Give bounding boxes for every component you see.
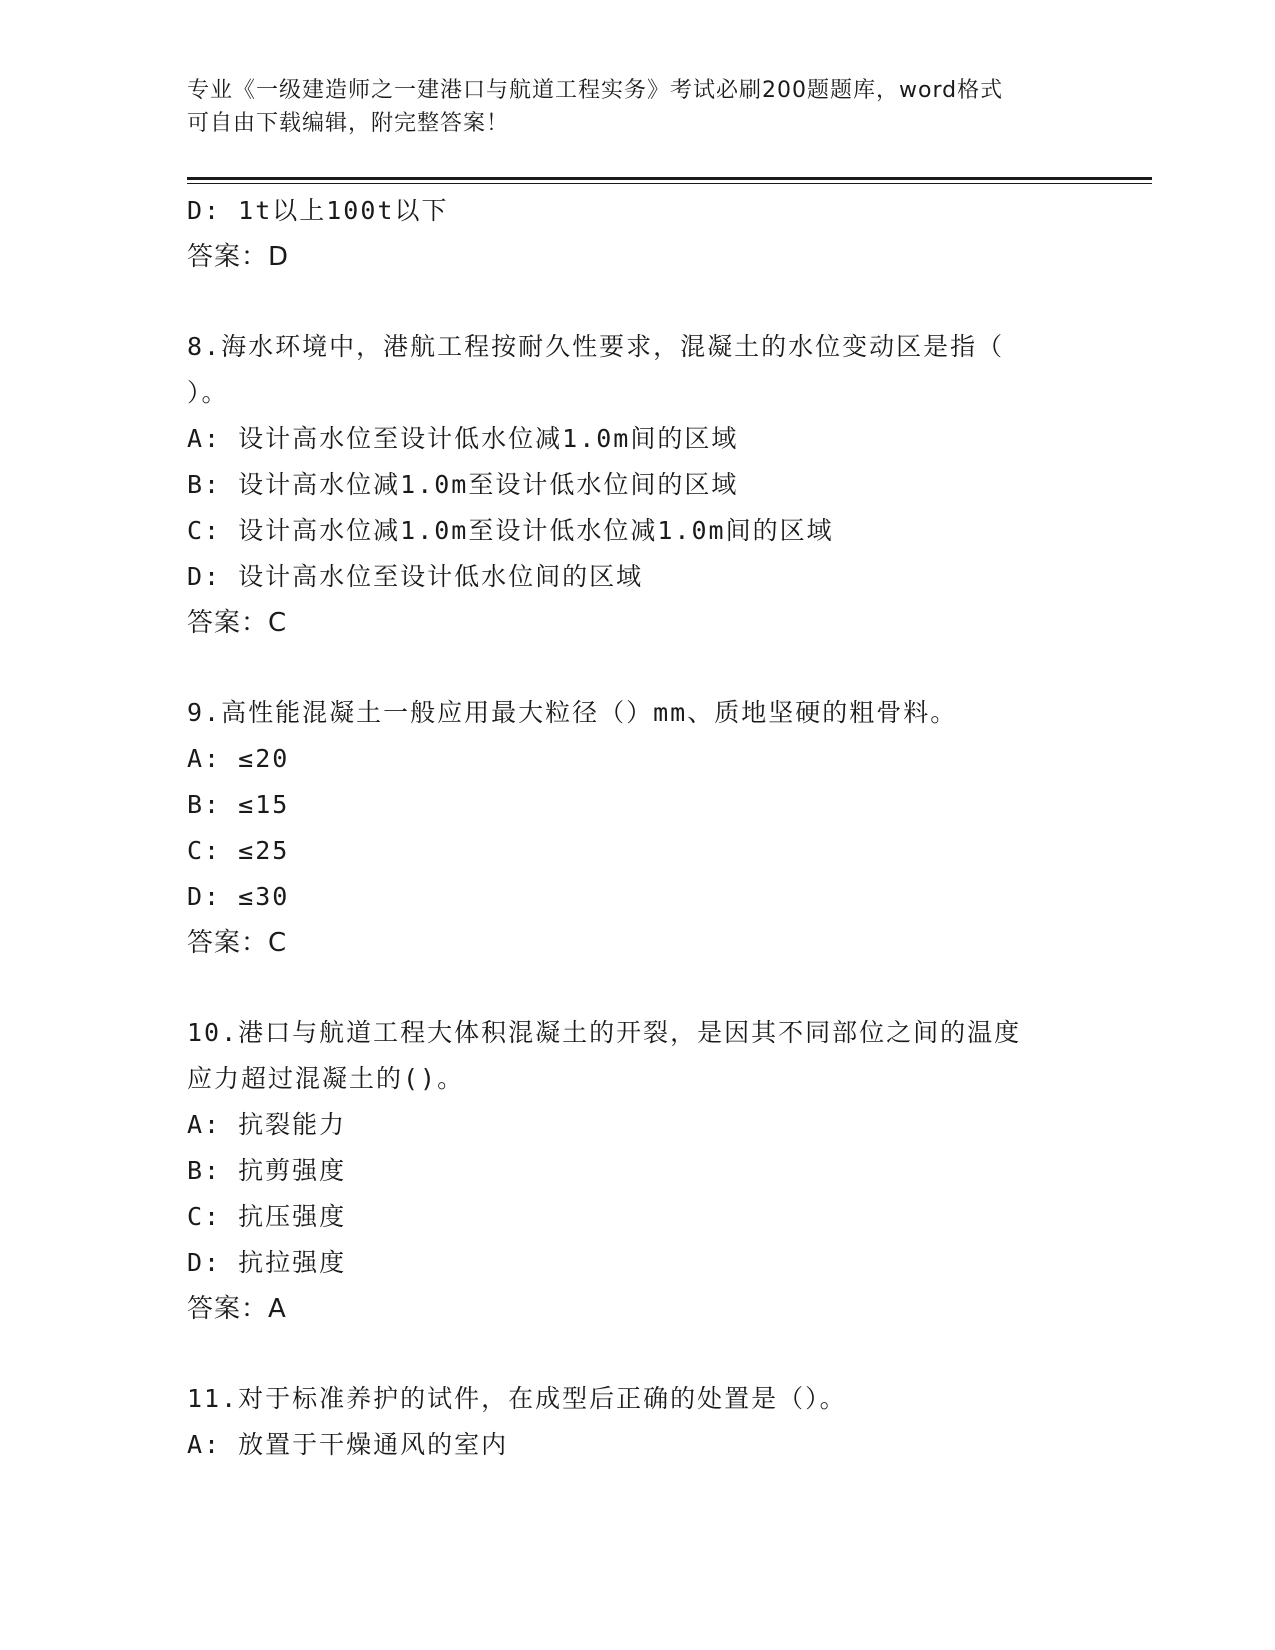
question-stem-continued: 应力超过混凝土的()。 [187,1064,465,1093]
question-stem: 8.海水环境中，港航工程按耐久性要求，混凝土的水位变动区是指（ [187,332,1005,361]
question-stem-continued: ）。 [187,378,229,407]
header-line-1: 专业《一级建造师之一建港口与航道工程实务》考试必刷200题题库，word格式 [187,78,1004,103]
header-line-2: 可自由下载编辑，附完整答案！ [187,111,510,136]
answer-line: 答案：A [187,1294,287,1324]
option-a: A: 放置于干燥通风的室内 [187,1430,509,1459]
option-d: D: ≤30 [187,882,290,911]
previous-question-tail [187,188,1087,280]
option-d: D: 1t以上100t以下 [187,196,449,225]
option-b: B: 设计高水位减1.0m至设计低水位间的区域 [187,470,739,499]
document-body [187,188,1087,1468]
option-a: A: ≤20 [187,744,290,773]
option-b: B: 抗剪强度 [187,1156,347,1185]
answer-line: 答案：C [187,928,288,958]
header-divider-thin [187,183,1152,184]
question-11 [187,1376,1087,1468]
question-9 [187,690,1087,966]
answer-line: 答案：D [187,242,290,272]
option-c: C: 抗压强度 [187,1202,347,1231]
question-10 [187,1010,1087,1332]
question-8 [187,324,1087,646]
option-d: D: 抗拉强度 [187,1248,347,1277]
page-header [187,74,1087,140]
option-c: C: 设计高水位减1.0m至设计低水位减1.0m间的区域 [187,516,834,545]
header-divider-thick [187,177,1152,180]
question-stem: 9.高性能混凝土一般应用最大粒径（）mm、质地坚硬的粗骨料。 [187,698,958,727]
question-stem: 10.港口与航道工程大体积混凝土的开裂，是因其不同部位之间的温度 [187,1018,1022,1047]
option-c: C: ≤25 [187,836,290,865]
answer-line: 答案：C [187,608,288,638]
option-a: A: 设计高水位至设计低水位减1.0m间的区域 [187,424,739,453]
option-a: A: 抗裂能力 [187,1110,347,1139]
question-stem: 11.对于标准养护的试件，在成型后正确的处置是（）。 [187,1384,847,1413]
option-d: D: 设计高水位至设计低水位间的区域 [187,562,644,591]
option-b: B: ≤15 [187,790,290,819]
